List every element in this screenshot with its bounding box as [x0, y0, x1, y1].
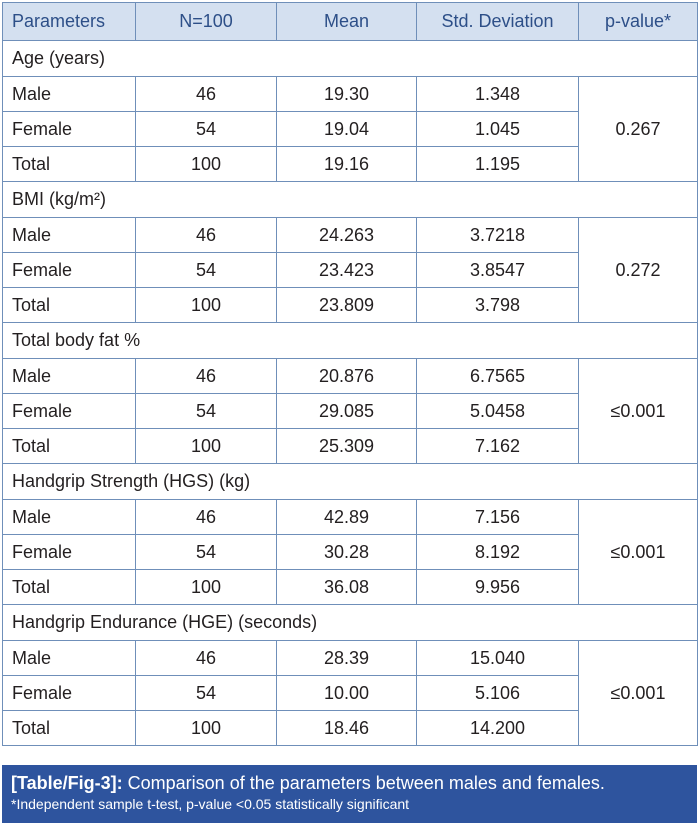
- cell-n: 100: [136, 288, 277, 323]
- group-row: [3, 323, 698, 359]
- group-row: [3, 605, 698, 641]
- row-label: Total: [3, 570, 136, 605]
- cell-mean: 36.08: [277, 570, 417, 605]
- cell-n: 100: [136, 711, 277, 746]
- caption-footnote: *Independent sample t-test, p-value <0.05 statistically significant: [11, 796, 410, 812]
- cell-mean: 19.30: [277, 77, 417, 112]
- cell-sd: 9.956: [417, 570, 579, 605]
- cell-n: 46: [136, 500, 277, 535]
- caption-text: Comparison of the parameters between males and females.: [122, 773, 605, 793]
- row-label: Male: [3, 500, 136, 535]
- cell-mean: 28.39: [277, 641, 417, 676]
- table-row: [3, 218, 698, 253]
- cell-sd: 6.7565: [417, 359, 579, 394]
- group-title: Handgrip Endurance (HGE) (seconds): [3, 605, 698, 641]
- group-title: Total body fat %: [3, 323, 698, 359]
- row-label: Male: [3, 359, 136, 394]
- cell-n: 46: [136, 77, 277, 112]
- cell-mean: 10.00: [277, 676, 417, 711]
- cell-n: 54: [136, 676, 277, 711]
- cell-sd: 3.798: [417, 288, 579, 323]
- cell-sd: 7.156: [417, 500, 579, 535]
- group-row: [3, 464, 698, 500]
- cell-mean: 24.263: [277, 218, 417, 253]
- cell-sd: 8.192: [417, 535, 579, 570]
- header-p-value: p-value*: [579, 3, 698, 41]
- row-label: Female: [3, 394, 136, 429]
- cell-mean: 42.89: [277, 500, 417, 535]
- cell-sd: 14.200: [417, 711, 579, 746]
- header-n: N=100: [136, 3, 277, 41]
- cell-mean: 30.28: [277, 535, 417, 570]
- row-label: Total: [3, 711, 136, 746]
- row-label: Male: [3, 641, 136, 676]
- cell-mean: 23.809: [277, 288, 417, 323]
- cell-mean: 29.085: [277, 394, 417, 429]
- table-caption: [2, 765, 697, 823]
- row-label: Male: [3, 77, 136, 112]
- cell-mean: 23.423: [277, 253, 417, 288]
- row-label: Total: [3, 288, 136, 323]
- cell-p-value: 0.267: [579, 77, 698, 182]
- cell-p-value: ≤0.001: [579, 359, 698, 464]
- header-std-deviation: Std. Deviation: [417, 3, 579, 41]
- row-label: Female: [3, 535, 136, 570]
- cell-mean: 20.876: [277, 359, 417, 394]
- cell-mean: 19.16: [277, 147, 417, 182]
- parameters-table: [2, 2, 698, 746]
- cell-n: 54: [136, 394, 277, 429]
- cell-n: 54: [136, 253, 277, 288]
- cell-n: 100: [136, 429, 277, 464]
- caption-line: [11, 772, 697, 794]
- cell-sd: 3.8547: [417, 253, 579, 288]
- cell-p-value: ≤0.001: [579, 500, 698, 605]
- cell-sd: 7.162: [417, 429, 579, 464]
- cell-sd: 1.348: [417, 77, 579, 112]
- cell-n: 54: [136, 112, 277, 147]
- caption-label: [Table/Fig-3]:: [11, 773, 123, 793]
- row-label: Female: [3, 253, 136, 288]
- cell-n: 46: [136, 641, 277, 676]
- cell-sd: 1.195: [417, 147, 579, 182]
- group-row: [3, 182, 698, 218]
- cell-p-value: ≤0.001: [579, 641, 698, 746]
- cell-mean: 19.04: [277, 112, 417, 147]
- table-body: [3, 41, 698, 746]
- row-label: Female: [3, 112, 136, 147]
- cell-sd: 3.7218: [417, 218, 579, 253]
- row-label: Total: [3, 147, 136, 182]
- cell-mean: 18.46: [277, 711, 417, 746]
- table-row: [3, 500, 698, 535]
- cell-n: 46: [136, 359, 277, 394]
- group-title: Handgrip Strength (HGS) (kg): [3, 464, 698, 500]
- table-row: [3, 77, 698, 112]
- cell-sd: 15.040: [417, 641, 579, 676]
- cell-sd: 1.045: [417, 112, 579, 147]
- cell-n: 100: [136, 147, 277, 182]
- cell-sd: 5.0458: [417, 394, 579, 429]
- cell-mean: 25.309: [277, 429, 417, 464]
- header-parameters: Parameters: [3, 3, 136, 41]
- cell-n: 54: [136, 535, 277, 570]
- group-title: Age (years): [3, 41, 698, 77]
- table-row: [3, 641, 698, 676]
- cell-p-value: 0.272: [579, 218, 698, 323]
- header-row: [3, 3, 698, 41]
- table-row: [3, 359, 698, 394]
- row-label: Total: [3, 429, 136, 464]
- row-label: Male: [3, 218, 136, 253]
- cell-n: 100: [136, 570, 277, 605]
- row-label: Female: [3, 676, 136, 711]
- group-row: [3, 41, 698, 77]
- group-title: BMI (kg/m²): [3, 182, 698, 218]
- header-mean: Mean: [277, 3, 417, 41]
- cell-n: 46: [136, 218, 277, 253]
- cell-sd: 5.106: [417, 676, 579, 711]
